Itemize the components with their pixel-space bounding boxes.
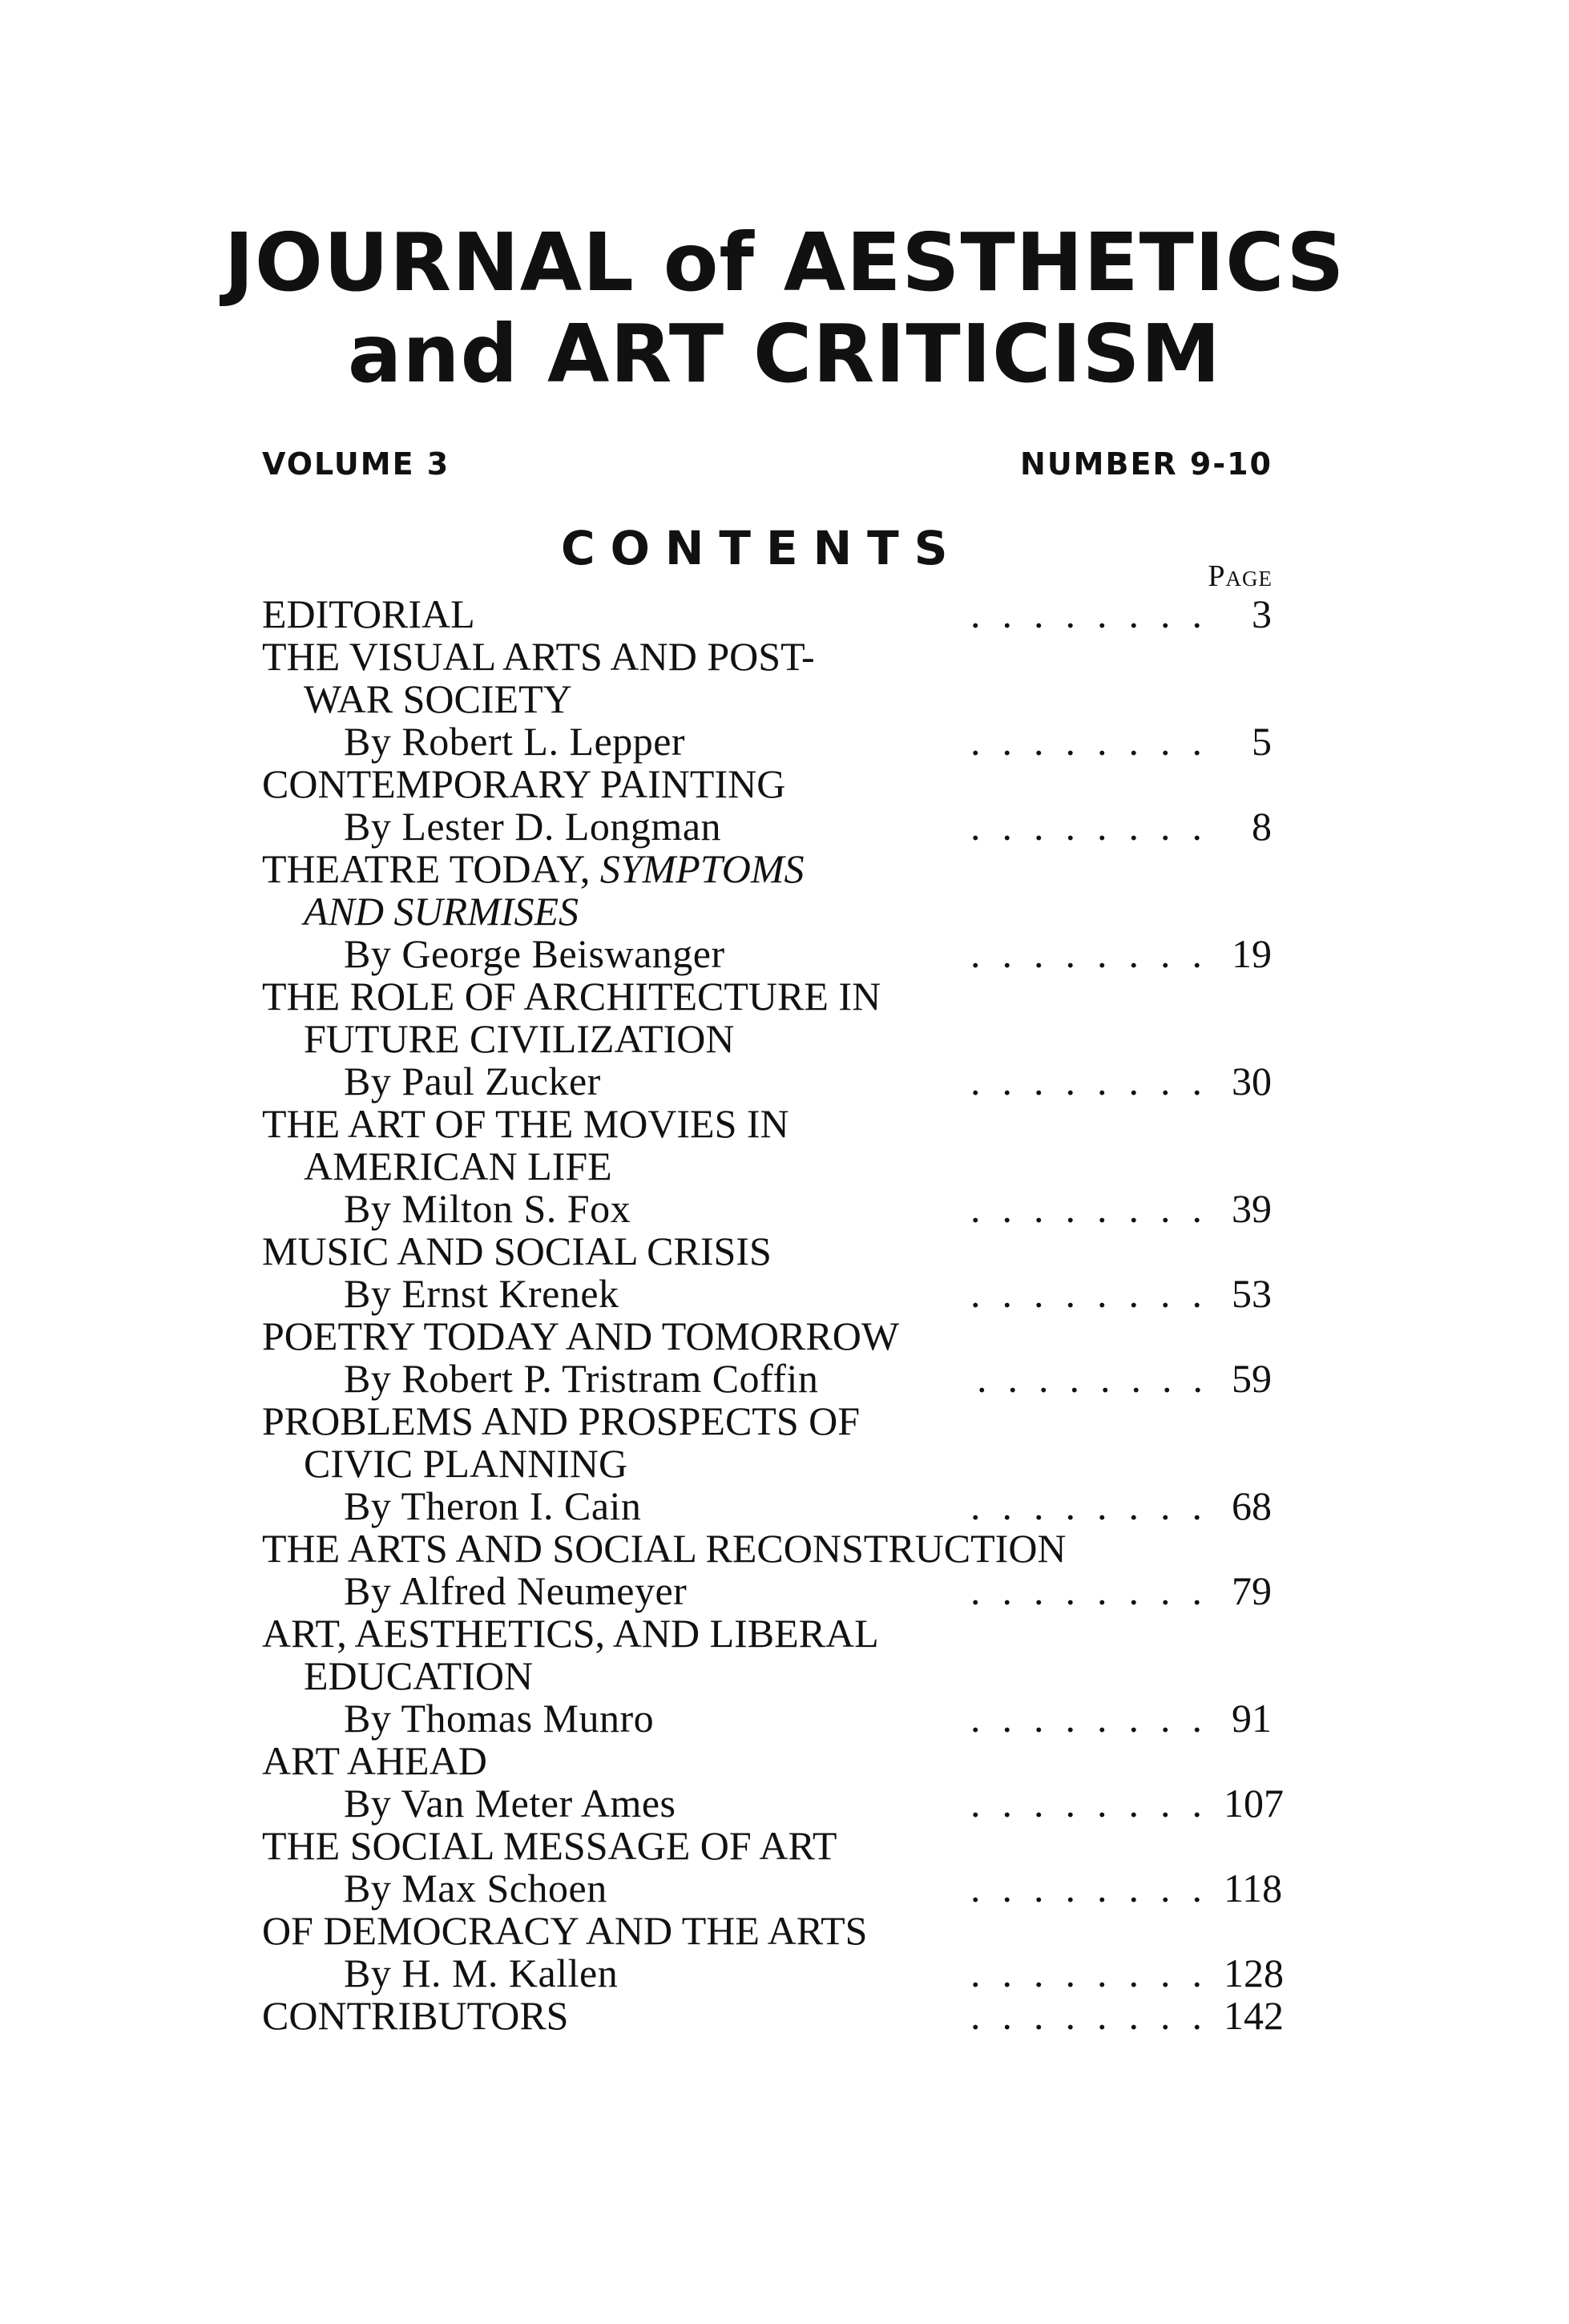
toc-title: MUSIC AND SOCIAL CRISIS [262, 1229, 772, 1273]
toc-author: By Robert P. Tristram Coffin [344, 1356, 819, 1401]
toc-page-number: 107 [1224, 1781, 1284, 1826]
toc-title: ART, AESTHETICS, AND LIBERAL [262, 1611, 879, 1656]
toc-page-number: 79 [1232, 1568, 1272, 1613]
toc-author: By Robert L. Lepper [344, 719, 686, 764]
toc-entry-title [262, 848, 1272, 890]
toc-entry-title [262, 1315, 1272, 1358]
toc-page-number: 19 [1232, 931, 1272, 976]
toc-entry-title-cont [262, 1655, 1272, 1697]
toc-page-number: 3 [1252, 591, 1272, 636]
toc-entry-author [262, 720, 1272, 763]
toc-title: THE ROLE OF ARCHITECTURE IN [262, 974, 881, 1019]
toc-title: WAR SOCIETY [304, 676, 572, 721]
toc-entry-author [262, 1866, 1283, 1910]
toc-page-number: 5 [1252, 719, 1272, 764]
toc-page-number: 91 [1232, 1696, 1272, 1741]
toc-entry-title-cont [262, 678, 1272, 720]
dot-leader: ........ [970, 591, 1224, 636]
toc-page-number: 30 [1232, 1059, 1272, 1103]
dot-leader: ........ [970, 1483, 1224, 1528]
toc-author: By H. M. Kallen [344, 1951, 619, 1995]
toc-page-number: 118 [1224, 1866, 1283, 1910]
toc-entry-author [262, 1273, 1272, 1315]
toc-entry-title [262, 975, 1272, 1018]
contents-heading: CONTENTS [561, 521, 963, 575]
toc-author: By Paul Zucker [344, 1059, 601, 1103]
toc-entry-author [262, 933, 1272, 975]
toc-title: THE ART OF THE MOVIES IN [262, 1101, 789, 1146]
toc-entry-title [262, 1910, 1272, 1952]
toc-author: By Max Schoen [344, 1866, 607, 1910]
toc-entry-author [262, 1697, 1272, 1740]
journal-title-line-1: JOURNAL of AESTHETICS [224, 216, 1345, 309]
toc-author: By Van Meter Ames [344, 1781, 676, 1826]
toc-title-italic: AND SURMISES [304, 889, 579, 934]
toc-entry-title [262, 1825, 1272, 1867]
toc-page-number: 8 [1252, 804, 1272, 849]
toc-entry-title [262, 1612, 1272, 1655]
table-of-contents [262, 591, 1284, 2038]
toc-title: CIVIC PLANNING [304, 1441, 628, 1486]
toc-title-roman: THEATRE TODAY, [262, 846, 600, 891]
dot-leader: ........ [970, 1951, 1224, 1995]
dot-leader: ........ [970, 931, 1224, 976]
volume-label: VOLUME 3 [262, 446, 450, 482]
toc-title: FUTURE CIVILIZATION [304, 1016, 735, 1061]
toc-entry-title [262, 1740, 1272, 1782]
toc-entry-title [262, 1400, 1272, 1442]
dot-leader: ........ [970, 1271, 1224, 1316]
toc-entry-author [262, 1060, 1272, 1103]
toc-title-italic: SYMPTOMS [599, 846, 805, 891]
toc-title: THE VISUAL ARTS AND POST- [262, 634, 815, 679]
toc-entry-author [262, 1951, 1284, 1995]
toc-title: AMERICAN LIFE [304, 1144, 612, 1188]
toc-page-number: 39 [1232, 1186, 1272, 1231]
dot-leader: ........ [970, 1781, 1224, 1826]
toc-entry-title [262, 763, 1272, 805]
toc-page-number: 142 [1224, 1993, 1284, 2038]
toc-page-number: 59 [1232, 1356, 1272, 1401]
toc-page-number: 68 [1232, 1483, 1272, 1528]
toc-page-number: 128 [1224, 1951, 1284, 1995]
toc-entry-editorial [262, 593, 1272, 635]
toc-title: THE ARTS AND SOCIAL RECONSTRUCTION [262, 1526, 1067, 1571]
toc-entry-title [262, 1103, 1272, 1145]
toc-title: OF DEMOCRACY AND THE ARTS [262, 1908, 868, 1953]
toc-entry-author [262, 1781, 1284, 1826]
toc-entry-title-cont [262, 1442, 1272, 1485]
toc-title: CONTRIBUTORS [262, 1993, 569, 2038]
toc-title: EDITORIAL [262, 591, 475, 636]
toc-title: CONTEMPORARY PAINTING [262, 761, 786, 806]
toc-entry-title [262, 1527, 1272, 1570]
toc-entry-title-cont [262, 1145, 1272, 1188]
toc-author: By Theron I. Cain [344, 1483, 642, 1528]
toc-entry-author [262, 805, 1272, 848]
toc-entry-author [262, 1358, 1272, 1400]
toc-title: EDUCATION [304, 1653, 534, 1698]
toc-title: PROBLEMS AND PROSPECTS OF [262, 1398, 861, 1443]
dot-leader: ........ [970, 804, 1224, 849]
toc-entry-title [262, 635, 1272, 678]
page-column-heading: Page [1208, 559, 1273, 593]
toc-author: By George Beiswanger [344, 931, 725, 976]
dot-leader: ........ [970, 1186, 1224, 1231]
toc-author: By Milton S. Fox [344, 1186, 631, 1231]
toc-entry-title-cont [262, 1018, 1272, 1060]
toc-author: By Lester D. Longman [344, 804, 722, 849]
toc-author: By Ernst Krenek [344, 1271, 619, 1316]
toc-entry-title-cont [262, 890, 1272, 933]
toc-title: THE SOCIAL MESSAGE OF ART [262, 1823, 837, 1868]
toc-entry-contributors [262, 1993, 1284, 2038]
journal-title-line-2: and ART CRITICISM [347, 307, 1222, 401]
dot-leader: ........ [970, 1993, 1224, 2038]
toc-title: ART AHEAD [262, 1738, 487, 1783]
toc-author: By Alfred Neumeyer [344, 1568, 688, 1613]
dot-leader: ........ [970, 719, 1224, 764]
toc-title: POETRY TODAY AND TOMORROW [262, 1313, 900, 1358]
toc-entry-author [262, 1188, 1272, 1230]
dot-leader: ........ [977, 1356, 1224, 1401]
toc-entry-author [262, 1570, 1272, 1612]
dot-leader: ........ [970, 1866, 1224, 1910]
dot-leader: ........ [970, 1059, 1224, 1103]
issue-number-label: NUMBER 9-10 [1020, 446, 1273, 482]
toc-entry-title [262, 1230, 1272, 1273]
toc-page-number: 53 [1232, 1271, 1272, 1316]
dot-leader: ........ [970, 1568, 1224, 1613]
toc-entry-author [262, 1485, 1272, 1527]
toc-title [262, 848, 805, 890]
dot-leader: ........ [970, 1696, 1224, 1741]
toc-author: By Thomas Munro [344, 1696, 655, 1741]
